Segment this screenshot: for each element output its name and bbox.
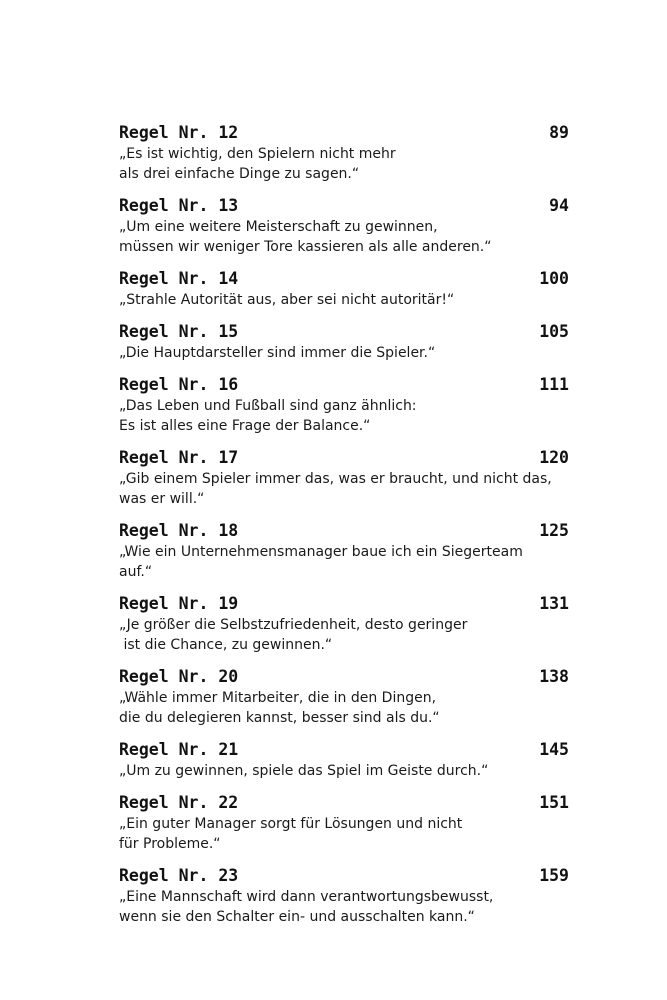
toc-entry-header [119,268,569,290]
rule-quote: „Um zu gewinnen, spiele das Spiel im Geiste durch.“ [119,763,489,779]
page-number: 100 [539,269,569,288]
page-number: 111 [539,375,569,394]
rule-quote: „Die Hauptdarsteller sind immer die Spieler.“ [119,345,436,361]
rule-quote: „Gib einem Spieler immer das, was er braucht, und nicht das, was er will.“ [119,471,552,507]
page-number: 120 [539,448,569,467]
page-number: 125 [539,521,569,540]
page-number: 89 [549,123,569,142]
rule-title: Regel Nr. 20 [119,667,239,686]
rule-title: Regel Nr. 19 [119,594,239,613]
page-number: 145 [539,740,569,759]
rule-title: Regel Nr. 14 [119,269,239,288]
toc-entry-header [119,195,569,217]
toc-entry-header [119,593,569,615]
rule-quote: „Es ist wichtig, den Spielern nicht mehr als drei einfache Dinge zu sagen.“ [119,146,396,182]
toc-entry-header [119,122,569,144]
rule-title: Regel Nr. 18 [119,521,239,540]
toc-entry-header [119,520,569,542]
page-number: 159 [539,866,569,885]
rule-quote: „Je größer die Selbstzufriedenheit, desto geringer ist die Chance, zu gewinnen.“ [119,617,468,653]
page-number: 105 [539,322,569,341]
toc-entry-header [119,321,569,343]
toc-entry [119,792,569,854]
page-number: 138 [539,667,569,686]
toc-entry [119,374,569,436]
table-of-contents [119,122,569,938]
rule-title: Regel Nr. 22 [119,793,239,812]
toc-entry [119,865,569,927]
toc-entry-header [119,739,569,761]
toc-entry [119,195,569,257]
toc-entry [119,739,569,781]
rule-quote: „Um eine weitere Meisterschaft zu gewinnen, müssen wir weniger Tore kassieren als alle anderen.“ [119,219,492,255]
rule-quote: „Das Leben und Fußball sind ganz ähnlich: Es ist alles eine Frage der Balance.“ [119,398,417,434]
rule-quote: „Eine Mannschaft wird dann verantwortungsbewusst, wenn sie den Schalter ein- und ausschalten kann.“ [119,889,494,925]
toc-entry [119,447,569,509]
toc-entry-header [119,447,569,469]
page-number: 94 [549,196,569,215]
rule-title: Regel Nr. 13 [119,196,239,215]
toc-entry [119,321,569,363]
page-number: 151 [539,793,569,812]
toc-entry-header [119,865,569,887]
toc-entry [119,593,569,655]
toc-entry [119,520,569,582]
toc-entry-header [119,792,569,814]
rule-title: Regel Nr. 16 [119,375,239,394]
rule-title: Regel Nr. 15 [119,322,239,341]
rule-title: Regel Nr. 21 [119,740,239,759]
rule-quote: „Wähle immer Mitarbeiter, die in den Dingen, die du delegieren kannst, besser sind als du.“ [119,690,440,726]
toc-entry [119,268,569,310]
toc-entry-header [119,374,569,396]
rule-quote: „Ein guter Manager sorgt für Lösungen und nicht für Probleme.“ [119,816,463,852]
toc-entry [119,122,569,184]
rule-title: Regel Nr. 17 [119,448,239,467]
rule-title: Regel Nr. 23 [119,866,239,885]
toc-entry [119,666,569,728]
toc-entry-header [119,666,569,688]
page-number: 131 [539,594,569,613]
rule-quote: „Wie ein Unternehmensmanager baue ich ein Siegerteam auf.“ [119,544,523,580]
rule-title: Regel Nr. 12 [119,123,239,142]
rule-quote: „Strahle Autorität aus, aber sei nicht autoritär!“ [119,292,455,308]
